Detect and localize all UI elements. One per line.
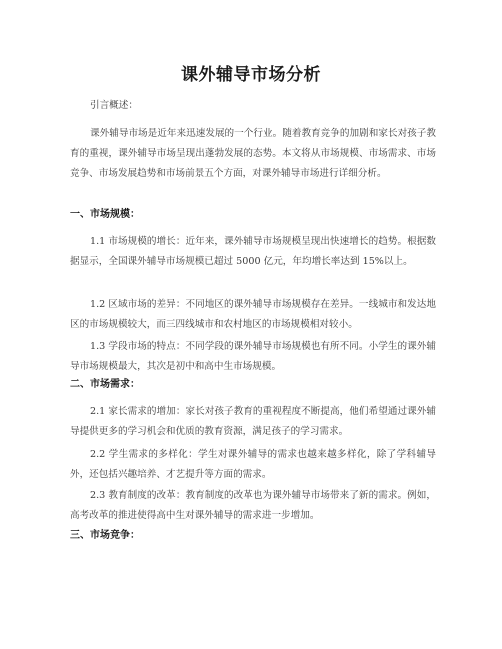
intro-label: 引言概述：: [90, 100, 138, 111]
section-1-paragraph-2: 1.2 区域市场的差异：不同地区的课外辅导市场规模存在差异。一线城市和发达地区的市场规模较大，而三四线城市和农村地区的市场规模相对较小。: [70, 299, 436, 330]
section-2-paragraph-2: 2.2 学生需求的多样化：学生对课外辅导的需求也越来越多样化，除了学科辅导外，还包括兴趣培养、才艺提升等方面的需求。: [70, 449, 436, 480]
section-1-heading: 一、市场规模：: [70, 209, 140, 220]
section-2-paragraph-3: 2.3 教育制度的改革：教育制度的改革也为课外辅导市场带来了新的需求。例如，高考改革的推进使得高中生对课外辅导的需求进一步增加。: [70, 490, 436, 521]
section-1-paragraph-3: 1.3 学段市场的特点：不同学段的课外辅导市场规模也有所不同。小学生的课外辅导市场规模最大，其次是初中和高中生市场规模。: [70, 341, 436, 372]
section-2-heading: 二、市场需求：: [70, 379, 140, 390]
section-3-heading: 三、市场竞争：: [70, 530, 140, 541]
document-title: 课外辅导市场分析: [181, 65, 321, 85]
section-2-paragraph-1: 2.1 家长需求的增加：家长对孩子教育的重视程度不断提高，他们希望通过课外辅导提供更多的学习机会和优质的教育资源，满足孩子的学习需求。: [70, 406, 436, 437]
intro-paragraph: 课外辅导市场是近年来迅速发展的一个行业。随着教育竞争的加剧和家长对孩子教育的重视，课外辅导市场呈现出蓬勃发展的态势。本文将从市场规模、市场需求、市场竞争、市场发展趋势和市场前景五个方面，对课外辅导市场进行详细分析。: [70, 128, 436, 179]
section-1-paragraph-1: 1.1 市场规模的增长：近年来，课外辅导市场规模呈现出快速增长的趋势。根据数据显示，全国课外辅导市场规模已超过 5000 亿元，年均增长率达到 15%以上。: [70, 236, 436, 267]
